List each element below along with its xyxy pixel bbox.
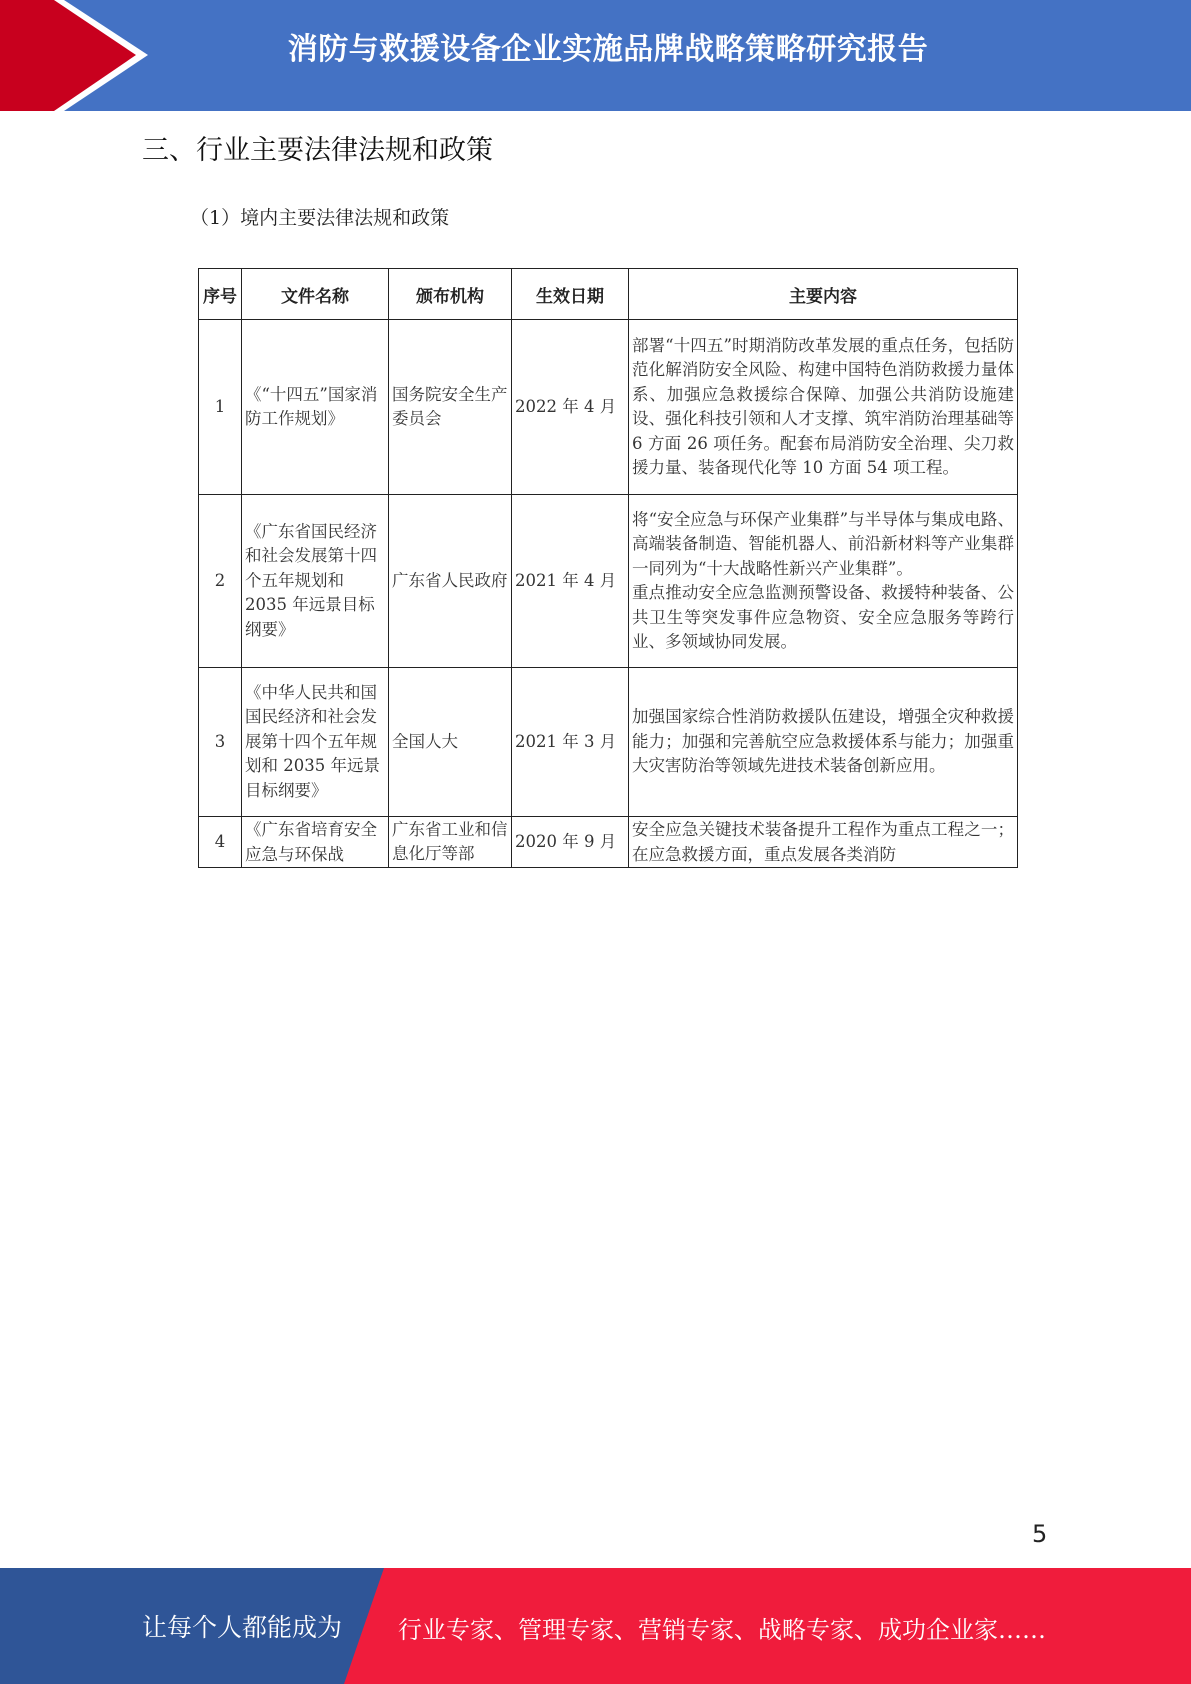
footer-slogan-left: 让每个人都能成为 bbox=[142, 1613, 343, 1642]
cell-name-text: 《广东省培育安全应急与环保战 bbox=[245, 820, 377, 864]
header-cell-date: 生效日期 bbox=[512, 269, 629, 320]
cell-name bbox=[242, 817, 389, 868]
report-title: 消防与救援设备企业实施品牌战略策略研究报告 bbox=[287, 32, 929, 67]
cell-org: 全国人大 bbox=[389, 668, 512, 817]
cell-org-text: 广东省工业和信息化厅等部 bbox=[392, 820, 508, 863]
cell-no: 3 bbox=[199, 668, 242, 817]
footer-slogan-right: 行业专家、管理专家、营销专家、战略专家、成功企业家…… bbox=[398, 1616, 1046, 1644]
cell-content: 部署“十四五”时期消防改革发展的重点任务，包括防范化解消防安全风险、构建中国特色消防救援力量体系、加强应急救援综合保障、加强公共消防设施建设、强化科技引领和人才支撑、筑牢消防治理基础等 6 方面 26 项任务。配套布局消防安全治理、尖刀救援力量、装备现代化等 10 方面 54 项工程。 bbox=[629, 320, 1018, 495]
cell-date: 2020 年 9 月 bbox=[512, 817, 629, 868]
page-number: 5 bbox=[1032, 1520, 1048, 1548]
cell-org: 国务院安全生产委员会 bbox=[389, 320, 512, 495]
cell-date: 2021 年 3 月 bbox=[512, 668, 629, 817]
cell-org bbox=[389, 817, 512, 868]
table-row bbox=[199, 817, 1018, 868]
cell-no: 2 bbox=[199, 495, 242, 668]
table-row bbox=[199, 668, 1018, 817]
header-cell-no: 序号 bbox=[199, 269, 242, 320]
cell-content bbox=[629, 817, 1018, 868]
section-heading: 三、行业主要法律法规和政策 bbox=[142, 135, 493, 166]
sub-heading: （1）境内主要法律法规和政策 bbox=[190, 207, 450, 229]
cell-name: 《中华人民共和国国民经济和社会发展第十四个五年规划和 2035 年远景目标纲要》 bbox=[242, 668, 389, 817]
table-header-row bbox=[199, 269, 1018, 320]
table-row bbox=[199, 320, 1018, 495]
cell-org: 广东省人民政府 bbox=[389, 495, 512, 668]
page-header bbox=[0, 0, 1191, 111]
cell-no: 1 bbox=[199, 320, 242, 495]
cell-date: 2021 年 4 月 bbox=[512, 495, 629, 668]
cell-date: 2022 年 4 月 bbox=[512, 320, 629, 495]
cell-name: 《广东省国民经济和社会发展第十四个五年规划和 2035 年远景目标纲要》 bbox=[242, 495, 389, 668]
cell-name: 《“十四五”国家消防工作规划》 bbox=[242, 320, 389, 495]
cell-content: 加强国家综合性消防救援队伍建设，增强全灾种救援能力；加强和完善航空应急救援体系与能力；加强重大灾害防治等领域先进技术装备创新应用。 bbox=[629, 668, 1018, 817]
policy-table bbox=[198, 268, 1018, 868]
cell-no: 4 bbox=[199, 817, 242, 868]
table-row bbox=[199, 495, 1018, 668]
header-cell-content: 主要内容 bbox=[629, 269, 1018, 320]
cell-content: 将“安全应急与环保产业集群”与半导体与集成电路、高端装备制造、智能机器人、前沿新材料等产业集群一同列为“十大战略性新兴产业集群”。 重点推动安全应急监测预警设备、救援特种装备、公共卫生等突发事件应急物资、安全应急服务等跨行业、多领域协同发展。 bbox=[629, 495, 1018, 668]
header-cell-org: 颁布机构 bbox=[389, 269, 512, 320]
page-footer bbox=[0, 1568, 1191, 1684]
cell-content-text: 安全应急关键技术装备提升工程作为重点工程之一；在应急救援方面，重点发展各类消防 bbox=[632, 820, 1014, 864]
header-cell-name: 文件名称 bbox=[242, 269, 389, 320]
